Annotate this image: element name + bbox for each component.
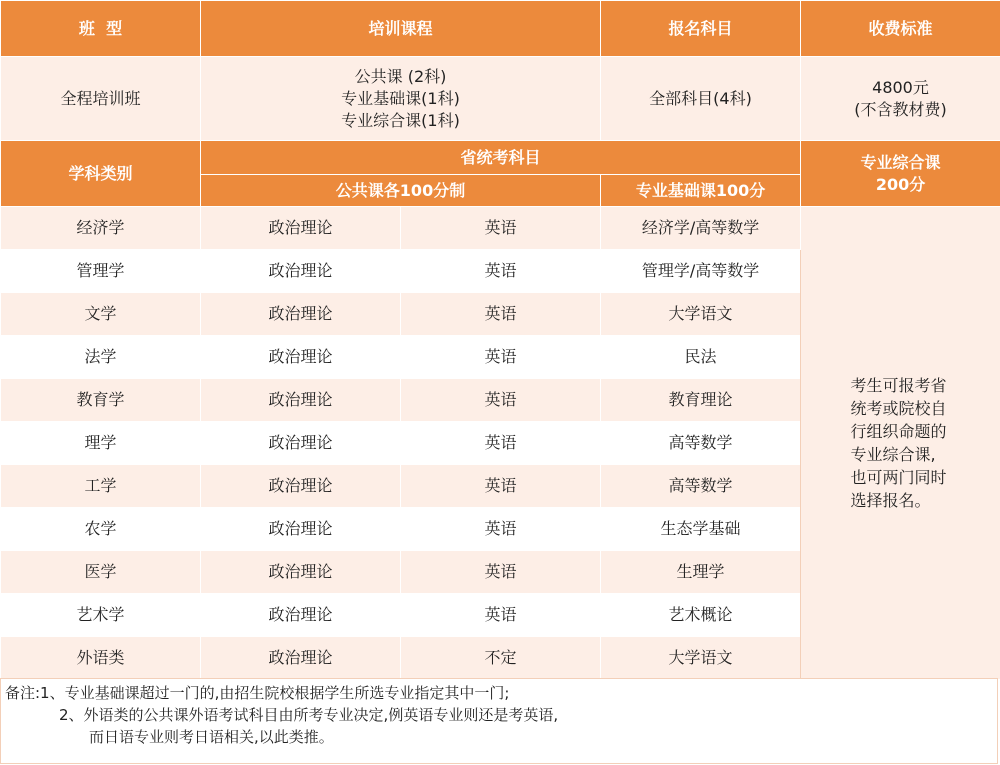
politics-cell: 政治理论 [201, 250, 401, 293]
header-class-type: 班 型 [1, 1, 201, 57]
language-cell: 英语 [401, 551, 601, 594]
header-comprehensive [801, 141, 1000, 207]
header-comprehensive-title: 专业综合课 [860, 152, 941, 172]
basic-course-cell: 民法 [601, 336, 801, 379]
fee-amount: 4800元 [872, 77, 929, 97]
language-cell: 不定 [401, 637, 601, 680]
language-cell: 英语 [401, 250, 601, 293]
politics-cell: 政治理论 [201, 508, 401, 551]
basic-course-cell: 大学语文 [601, 293, 801, 336]
language-cell: 英语 [401, 508, 601, 551]
basic-course-cell: 教育理论 [601, 379, 801, 422]
politics-cell: 政治理论 [201, 637, 401, 680]
course-row [1, 57, 1000, 141]
category-cell: 外语类 [1, 637, 201, 680]
course-item: 公共课 (2科) [354, 66, 447, 86]
basic-course-cell: 艺术概论 [601, 594, 801, 637]
course-subjects: 全部科目(4科) [601, 57, 801, 141]
politics-cell: 政治理论 [201, 551, 401, 594]
category-cell: 农学 [1, 508, 201, 551]
category-cell: 文学 [1, 293, 201, 336]
category-cell: 教育学 [1, 379, 201, 422]
language-cell: 英语 [401, 465, 601, 508]
basic-course-cell: 生态学基础 [601, 508, 801, 551]
header-comprehensive-score: 200分 [875, 174, 926, 194]
footnote-line-2: 2、外语类的公共课外语考试科目由所考专业决定,例英语专业则还是考英语, [59, 706, 559, 724]
basic-course-cell: 大学语文 [601, 637, 801, 680]
politics-cell: 政治理论 [201, 422, 401, 465]
header-exam-subjects: 省统考科目 [201, 141, 801, 175]
politics-cell: 政治理论 [201, 293, 401, 336]
basic-course-cell: 经济学/高等数学 [601, 207, 801, 250]
course-fee [801, 57, 1000, 141]
footnote-line-3: 而日语专业则考日语相关,以此类推。 [89, 728, 334, 746]
fee-note: (不含教材费) [854, 99, 947, 119]
politics-cell: 政治理论 [201, 207, 401, 250]
course-name: 全程培训班 [1, 57, 201, 141]
basic-course-cell: 管理学/高等数学 [601, 250, 801, 293]
category-cell: 理学 [1, 422, 201, 465]
language-cell: 英语 [401, 336, 601, 379]
header-row [1, 1, 1000, 57]
language-cell: 英语 [401, 594, 601, 637]
language-cell: 英语 [401, 293, 601, 336]
basic-course-cell: 高等数学 [601, 422, 801, 465]
politics-cell: 政治理论 [201, 379, 401, 422]
language-cell: 英语 [401, 422, 601, 465]
header-fee-standard: 收费标准 [801, 1, 1000, 57]
category-cell: 经济学 [1, 207, 201, 250]
header-registration-subjects: 报名科目 [601, 1, 801, 57]
course-item: 专业基础课(1科) [341, 88, 460, 108]
comprehensive-note [801, 207, 1000, 680]
course-list [201, 57, 601, 141]
language-cell: 英语 [401, 207, 601, 250]
footnote [0, 678, 998, 764]
course-item: 专业综合课(1科) [341, 110, 460, 130]
politics-cell: 政治理论 [201, 336, 401, 379]
category-cell: 工学 [1, 465, 201, 508]
category-cell: 艺术学 [1, 594, 201, 637]
basic-course-cell: 生理学 [601, 551, 801, 594]
footnote-line-1: 备注:1、专业基础课超过一门的,由招生院校根据学生所选专业指定其中一门; [5, 684, 510, 702]
category-cell: 医学 [1, 551, 201, 594]
category-cell: 管理学 [1, 250, 201, 293]
table-row [1, 207, 1000, 250]
category-cell: 法学 [1, 336, 201, 379]
language-cell: 英语 [401, 379, 601, 422]
header-training-courses: 培训课程 [201, 1, 601, 57]
politics-cell: 政治理论 [201, 594, 401, 637]
header-category: 学科类别 [1, 141, 201, 207]
header-public-courses: 公共课各100分制 [201, 175, 601, 207]
basic-course-cell: 高等数学 [601, 465, 801, 508]
comprehensive-note-text: 考生可报考省统考或院校自行组织命题的专业综合课,也可两门同时选择报名。 [850, 376, 947, 510]
header-basic-course: 专业基础课100分 [601, 175, 801, 207]
politics-cell: 政治理论 [201, 465, 401, 508]
subheader-row-1 [1, 141, 1000, 175]
